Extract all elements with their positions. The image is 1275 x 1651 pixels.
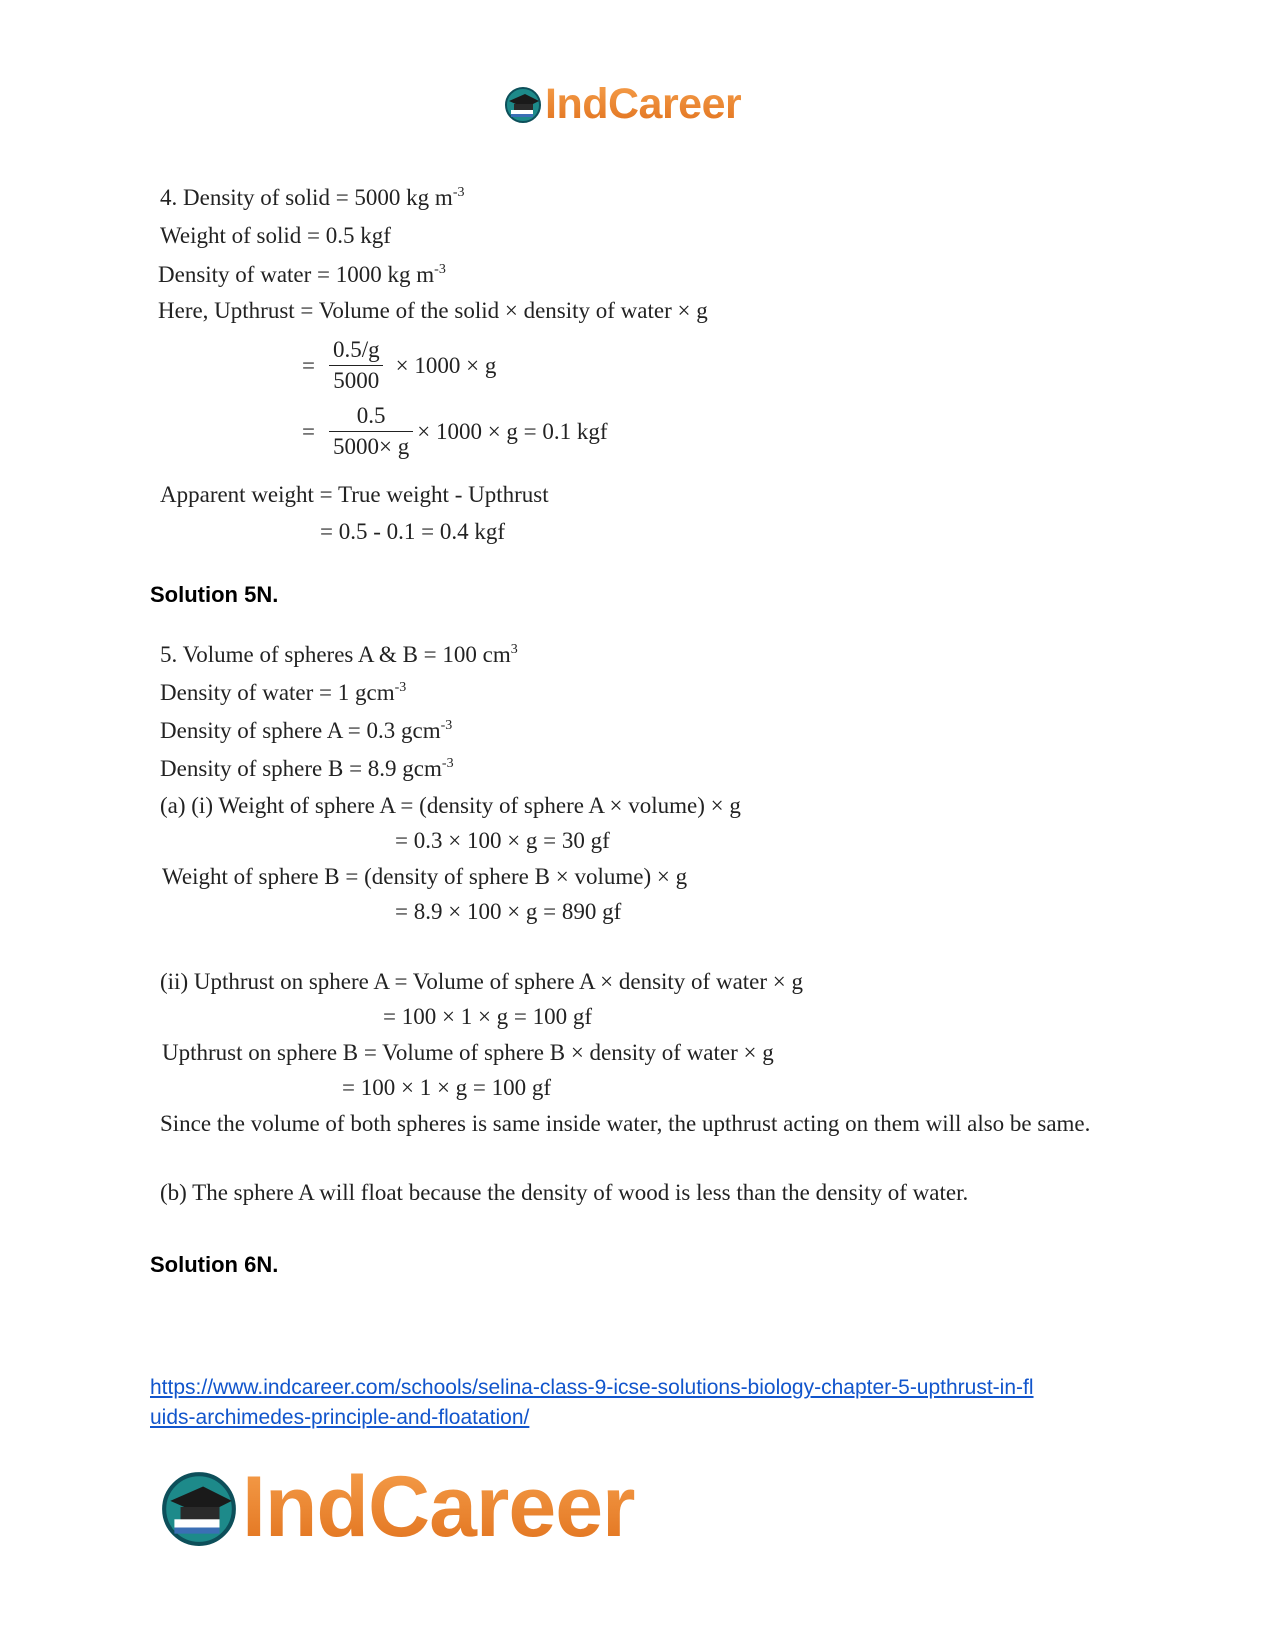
sol5-line-11: Upthrust on sphere B = Volume of sphere B × density of water × g — [162, 1040, 774, 1065]
sol4-fraction-1: = $\frac{0.5/g}{5000}$ × 1000 × g — [302, 335, 496, 396]
source-link[interactable] — [150, 1373, 1034, 1433]
sol5-line-8: = 8.9 × 100 × g = 890 gf — [395, 899, 622, 924]
sol5-line-5: (a) (i) Weight of sphere A = (density of sphere A × volume) × g — [160, 793, 741, 818]
solution-5-heading: Solution 5N. — [150, 582, 279, 607]
sol4-line-4: Here, Upthrust = Volume of the solid × density of water × g — [158, 298, 708, 323]
globe-graduation-cap-icon — [158, 1466, 240, 1548]
logo-text: IndCareer — [242, 1458, 635, 1555]
globe-graduation-cap-icon — [503, 84, 543, 124]
sol4-line-8: = 0.5 - 0.1 = 0.4 kgf — [320, 519, 506, 544]
sol5-line-6: = 0.3 × 100 × g = 30 gf — [395, 828, 610, 853]
sol4-fraction-2: = $\frac{0.5}{5000\times g}$ × 1000 × g = 0.1 kgf — [302, 401, 608, 462]
footer-logo — [158, 1458, 635, 1555]
sol4-line-3: Density of water = 1000 kg $m^{-3}$ — [158, 262, 446, 287]
sol5-line-4: Density of sphere B = 8.9 gcm$^{-3}$ — [160, 756, 454, 781]
source-link-line-1[interactable]: https://www.indcareer.com/schools/selina-class-9-icse-solutions-biology-chapter-5-upthrust-in-fl — [150, 1376, 1034, 1399]
sol5-line-2: Density of water = 1 gcm$^{-3}$ — [160, 680, 407, 705]
solution-6-heading: Solution 6N. — [150, 1252, 279, 1277]
sol5-line-13: Since the volume of both spheres is same inside water, the upthrust acting on them will also be same. — [160, 1111, 1091, 1136]
sol5-line-9: (ii) Upthrust on sphere A = Volume of sphere A × density of water × g — [160, 969, 804, 994]
logo-text: IndCareer — [545, 79, 742, 128]
sol5-line-12: = 100 × 1 × g = 100 gf — [342, 1075, 552, 1100]
sol5-line-10: = 100 × 1 × g = 100 gf — [383, 1004, 593, 1029]
sol5-line-14: (b) The sphere A will float because the density of wood is less than the density of water. — [160, 1180, 969, 1205]
sol4-line-1: 4. Density of solid = 5000 kg $m^{-3}$ — [160, 185, 465, 210]
header-logo — [503, 74, 741, 134]
source-link-line-2[interactable]: uids-archimedes-principle-and-floatation/ — [150, 1406, 530, 1429]
sol5-line-7: Weight of sphere B = (density of sphere B × volume) × g — [162, 864, 688, 889]
sol4-line-7: Apparent weight = True weight - Upthrust — [160, 482, 549, 507]
sol4-line-2: Weight of solid = 0.5 kgf — [160, 223, 391, 248]
sol5-line-3: Density of sphere A = 0.3 gcm$^{-3}$ — [160, 718, 453, 743]
sol5-line-1: 5. Volume of spheres A & B = 100 $cm^3$ — [160, 642, 518, 667]
